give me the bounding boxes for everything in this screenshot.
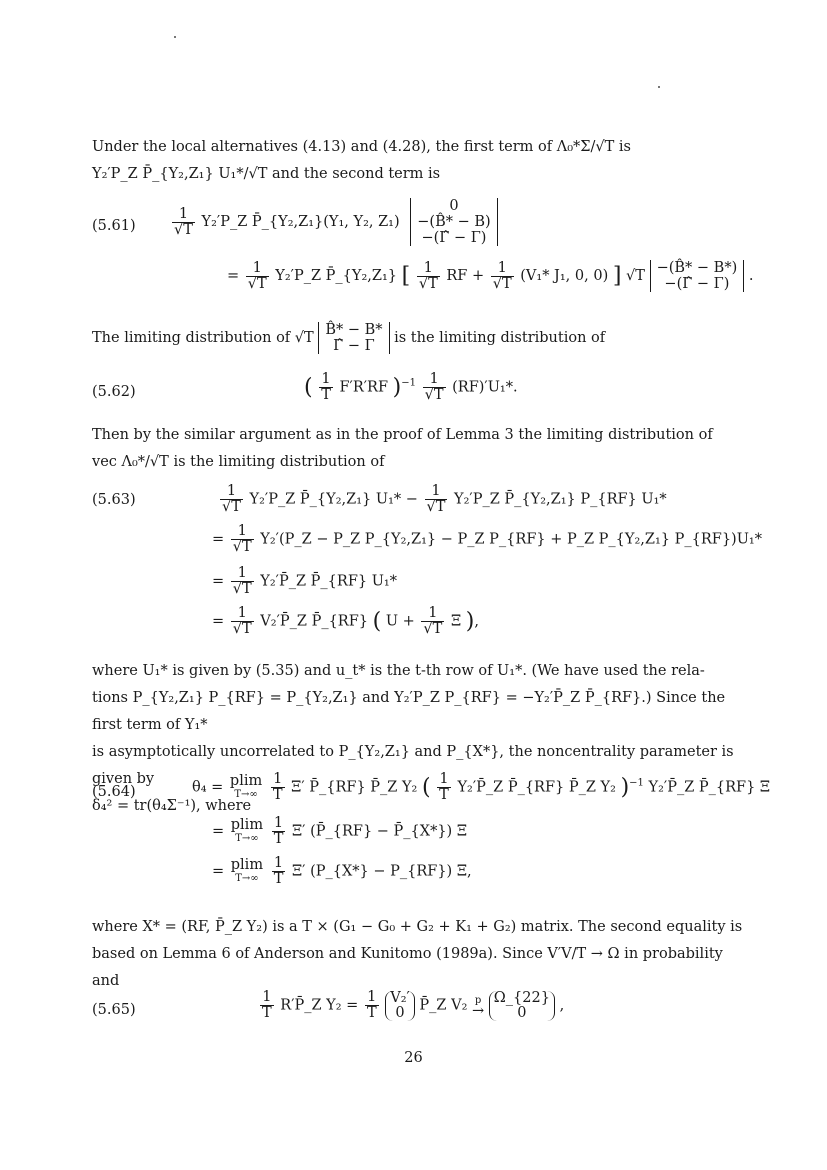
- paragraph-5-line-1: where X* = (RF, P̄_Z Y₂) is a T × (G₁ − G₀ + G₂ + K₁ + G₂) matrix. The second equality is: [92, 919, 743, 935]
- equation-line: = $\frac{1}{√T}$ Y₂′P̄_Z P̄_{RF} U₁*: [212, 565, 397, 597]
- equation-term: Y₂′P_Z P̄_{Y₂,Z₁}(Y₁, Y₂, Z₁): [201, 214, 400, 230]
- equation-line: = plim T→∞ $\frac{1}{T}$ Ξ′ (P̄_{RF} − P̄_{X*}) Ξ: [212, 815, 468, 847]
- paragraph-3-line-1: Then by the similar argument as in the proof of Lemma 3 the limiting distribution of: [92, 427, 713, 443]
- paragraph-1: [92, 134, 757, 188]
- paragraph-3-line-2: vec Λ₀*/√T is the limiting distribution of: [92, 454, 385, 470]
- paragraph-2-text: is the limiting distribution of: [394, 330, 606, 346]
- equation-5-64: [92, 771, 771, 892]
- page-number: 26: [404, 1050, 423, 1066]
- equation-number: (5.62): [92, 384, 136, 400]
- equation-body: = $\frac{1}{√T}$ Y₂′P_Z P̄_{Y₂,Z₁} [ $\frac{1}{√T}$ RF + $\frac{1}{√T}$ (V₁* J₁, 0, 0) ] √T −(B̂* − B*) −(Γ̂ − Γ) .: [227, 259, 754, 292]
- equation-body: [170, 198, 498, 246]
- equation-5-61-continued: [92, 260, 757, 310]
- equation-number: (5.65): [92, 1002, 136, 1018]
- equation-5-65: [92, 990, 757, 1036]
- column-vector: Ω_{22} 0: [489, 991, 555, 1021]
- equation-5-62: [92, 372, 757, 418]
- paragraph-4-line-4: δ₄² = tr(θ₄Σ⁻¹), where: [92, 798, 252, 814]
- equation-5-63: [92, 483, 762, 644]
- equation-line: = plim T→∞ $\frac{1}{T}$ Ξ′ (P_{X*} − P_{RF}) Ξ,: [212, 855, 472, 887]
- paragraph-2-text: The limiting distribution of √T: [92, 330, 314, 346]
- column-vector: V₂′ 0: [385, 991, 415, 1021]
- equation-line: = $\frac{1}{√T}$ V₂′P̄_Z P̄_{RF} ( U + $\frac{1}{√T}$ Ξ ),: [212, 605, 479, 637]
- paragraph-5-line-3: and: [92, 973, 120, 989]
- equation-line: $\frac{1}{√T}$ Y₂′P_Z P̄_{Y₂,Z₁} U₁* − $\frac{1}{√T}$ Y₂′P_Z P̄_{Y₂,Z₁} P_{RF} U₁*: [222, 483, 667, 515]
- paragraph-5: [92, 914, 757, 995]
- equation-body: $\frac{1}{T}$ R′P̄_Z Y₂ = $\frac{1}{T}$ V₂′ 0 P̄_Z V₂ p → Ω_{22} 0 ,: [262, 989, 565, 1021]
- paragraph-2: [92, 322, 757, 354]
- paragraph-3: [92, 422, 757, 476]
- equation-number: (5.63): [92, 492, 136, 508]
- paragraph-1-line-2: Y₂′P_Z P̄_{Y₂,Z₁} U₁*/√T and the second term is: [92, 166, 441, 182]
- paragraph-4-line-1: where U₁* is given by (5.35) and u_t* is the t-th row of U₁*. (We have used the rela-: [92, 663, 705, 679]
- fraction: $\frac{1}{√T}$: [174, 205, 193, 238]
- paragraph-5-line-2: based on Lemma 6 of Anderson and Kunitomo (1989a). Since V′V/T → Ω in probability: [92, 946, 723, 962]
- column-vector: −(B̂* − B*) −(Γ̂ − Γ): [650, 260, 745, 292]
- paragraph-4-line-2: tions P_{Y₂,Z₁} P_{RF} = P_{Y₂,Z₁} and Y₂′P_Z P_{RF} = −Y₂′P̄_Z P̄_{RF}.) Since the first term of Y₁*: [92, 690, 726, 733]
- equation-number: (5.64): [92, 784, 136, 800]
- column-vector: B̂* − B* Γ̂ − Γ: [318, 322, 389, 354]
- equation-body: ( $\frac{1}{T}$ F′R′RF )$^{-1}$ $\frac{1}{√T}$ (RF)′U₁*.: [304, 371, 518, 403]
- paragraph-4-line-3: is asymptotically uncorrelated to P_{Y₂,Z₁} and P_{X*}, the noncentrality parameter is given by: [92, 744, 734, 787]
- equation-5-61: [92, 198, 757, 258]
- equation-line: = $\frac{1}{√T}$ Y₂′(P_Z − P_Z P_{Y₂,Z₁} − P_Z P_{RF} + P_Z P_{Y₂,Z₁} P_{RF})U₁*: [212, 523, 762, 555]
- column-vector: 0 −(B̂* − B) −(Γ̂ − Γ): [410, 198, 497, 246]
- scan-speck: [174, 36, 176, 38]
- paragraph-1-line-1: Under the local alternatives (4.13) and (4.28), the first term of Λ₀*Σ/√T is: [92, 139, 631, 155]
- equation-number: (5.61): [92, 218, 136, 234]
- equation-line: θ₄ = plim T→∞ $\frac{1}{T}$ Ξ′ P̄_{RF} P̄_Z Y₂ ( $\frac{1}{T}$ Y₂′P̄_Z P̄_{RF} P̄_Z Y₂ )$^{-1}$ Y₂′P̄_Z P̄_{RF} Ξ: [192, 771, 771, 803]
- scan-speck: [658, 86, 660, 88]
